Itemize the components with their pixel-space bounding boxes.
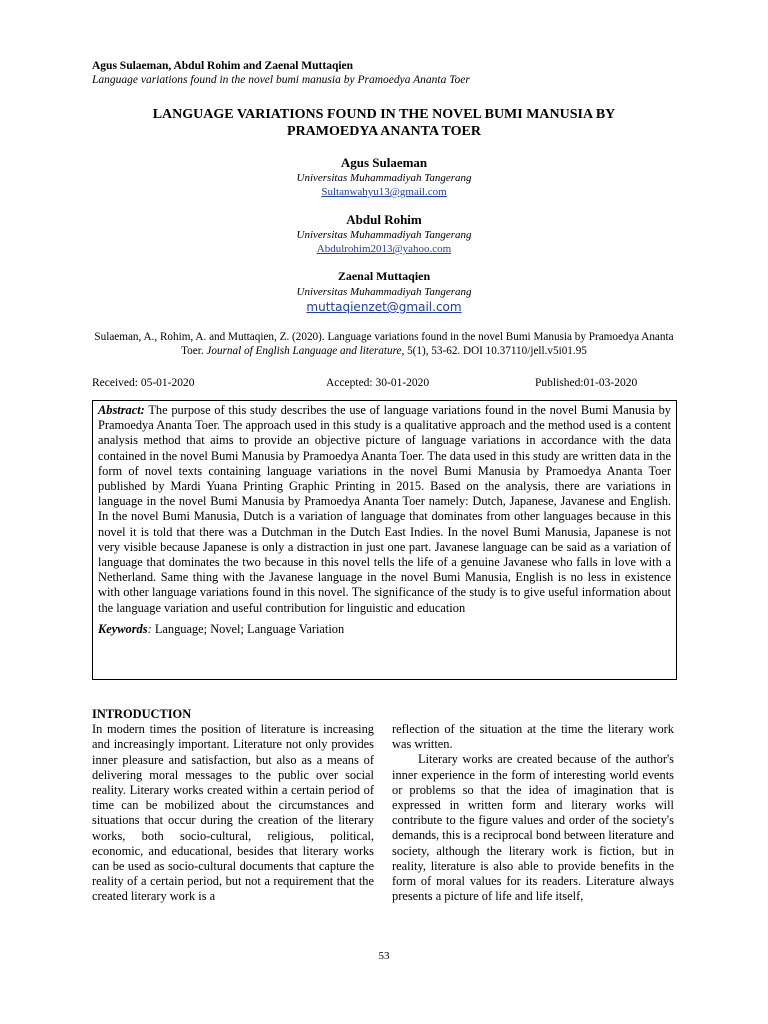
accepted-date: Accepted: 30-01-2020 (326, 377, 430, 389)
published-date: Published:01-03-2020 (535, 377, 638, 389)
author-name: Zaenal Muttaqien (337, 269, 431, 283)
author-name: Abdul Rohim (346, 212, 422, 227)
right-column (392, 722, 674, 904)
intro-paragraph-1: In modern times the position of literature is increasing and increasingly important. Literature not only provides inner pleasure and satisfaction, but also as a means of delivering moral messages to the public over social reality. Literary works created within a certain period of time can be mobilized about the circumstances and situations that occur during the creation of the literary works, both socio-cultural, religious, political, economic, and educational, besides that literary works can be used as socio-cultural documents that capture the reality of a certain period, but not a requirement that the created literary work is a (92, 722, 374, 904)
received-date: Received: 05-01-2020 (92, 377, 195, 389)
author-email-link[interactable]: Sultanwahyu13@gmail.com (321, 186, 447, 198)
citation-text: Sulaeman, A., Rohim, A. and Muttaqien, Z. (2020). Language variations found in the novel Bumi Manusia by Pramoedya Ananta Toer. (94, 331, 674, 357)
title-line-2: PRAMOEDYA ANANTA TOER (287, 124, 481, 139)
author-block-3 (200, 268, 568, 315)
author-email-link[interactable]: muttaqienzet@gmail.com (306, 300, 462, 314)
abstract-paragraph (98, 403, 671, 616)
intro-paragraph-continued: reflection of the situation at the time the literary work was written. (392, 722, 674, 752)
left-column (92, 707, 374, 905)
abstract-text: The purpose of this study describes the use of language variations found in the novel Bumi Manusia by Pramoedya Ananta Toer. The approach used in this study is a qualitative approach and the method used is a content analysis method that aims to provide an objective picture of language variations in accordance with the data contained in the novel Bumi Manusia by Pramoedya Ananta Toer. The data used in this study are written data in the form of novel texts containing language variations in the novel Bumi Manusia by Pramoedya Ananta Toer published by Mardi Yuana Printing Graphic Printing in 2015. Based on the analysis, there are variations in language in the novel Bumi Manusia by Pramoedya Ananta Toer namely: Dutch, Japanese, Javanese and English. In the novel Bumi Manusia, Dutch is a variation of language that dominates from other languages because in this novel it is told that there was a Dutchman in the Dutch East Indies. In the novel Bumi Manusia, Japanese is not very visible because Japanese is only a distraction in just one part. Javanese language can be said as a variation of language that dominates the two because in this novel tells the life of a genuine Javanese who falls in love with a Netherland. Same thing with the Javanese language in the novel Bumi Manusia, English is no less in existence with other language variations found in this novel. The significance of the study is to give useful information about the language variation and useful contribution for linguistic and education (98, 403, 671, 615)
citation (92, 330, 676, 358)
author-block-2 (200, 211, 568, 256)
paper-title (60, 106, 708, 140)
keywords-text: Language; Novel; Language Variation (151, 621, 345, 636)
running-header-title: Language variations found in the novel bumi manusia by Pramoedya Ananta Toer (92, 74, 470, 86)
page-number: 53 (378, 950, 390, 962)
author-affiliation: Universitas Muhammadiyah Tangerang (296, 172, 472, 184)
author-affiliation: Universitas Muhammadiyah Tangerang (296, 229, 472, 241)
author-affiliation: Universitas Muhammadiyah Tangerang (296, 286, 472, 298)
author-block-1 (200, 154, 568, 199)
keywords-line (98, 622, 671, 637)
keywords-colon: : (147, 621, 152, 636)
title-line-1: LANGUAGE VARIATIONS FOUND IN THE NOVEL BUMI MANUSIA BY (152, 107, 616, 122)
author-name: Agus Sulaeman (340, 155, 428, 170)
citation-details: , 5(1), 53-62. DOI 10.37110/jell.v5i01.95 (401, 345, 587, 357)
keywords-label: Keywords (98, 621, 148, 636)
author-email-link[interactable]: Abdulrohim2013@yahoo.com (316, 243, 452, 255)
intro-paragraph-2: Literary works are created because of the author's inner experience in the form of interesting world events or problems so that the idea of imagination that is expressed in written form and literary works will contribute to the figure values and order of the society's demands, this is a reciprocal bond between literature and society, although the literary work is fiction, but in reality, literature is also able to provide benefits in the form of moral values for its readers. Literature always presents a picture of life and life itself, (392, 752, 674, 904)
running-header-authors: Agus Sulaeman, Abdul Rohim and Zaenal Muttaqien (92, 60, 354, 72)
citation-journal: Journal of English Language and literature (206, 345, 402, 357)
abstract-box (92, 400, 677, 680)
abstract-label: Abstract: (98, 403, 145, 417)
section-heading: INTRODUCTION (92, 707, 192, 721)
